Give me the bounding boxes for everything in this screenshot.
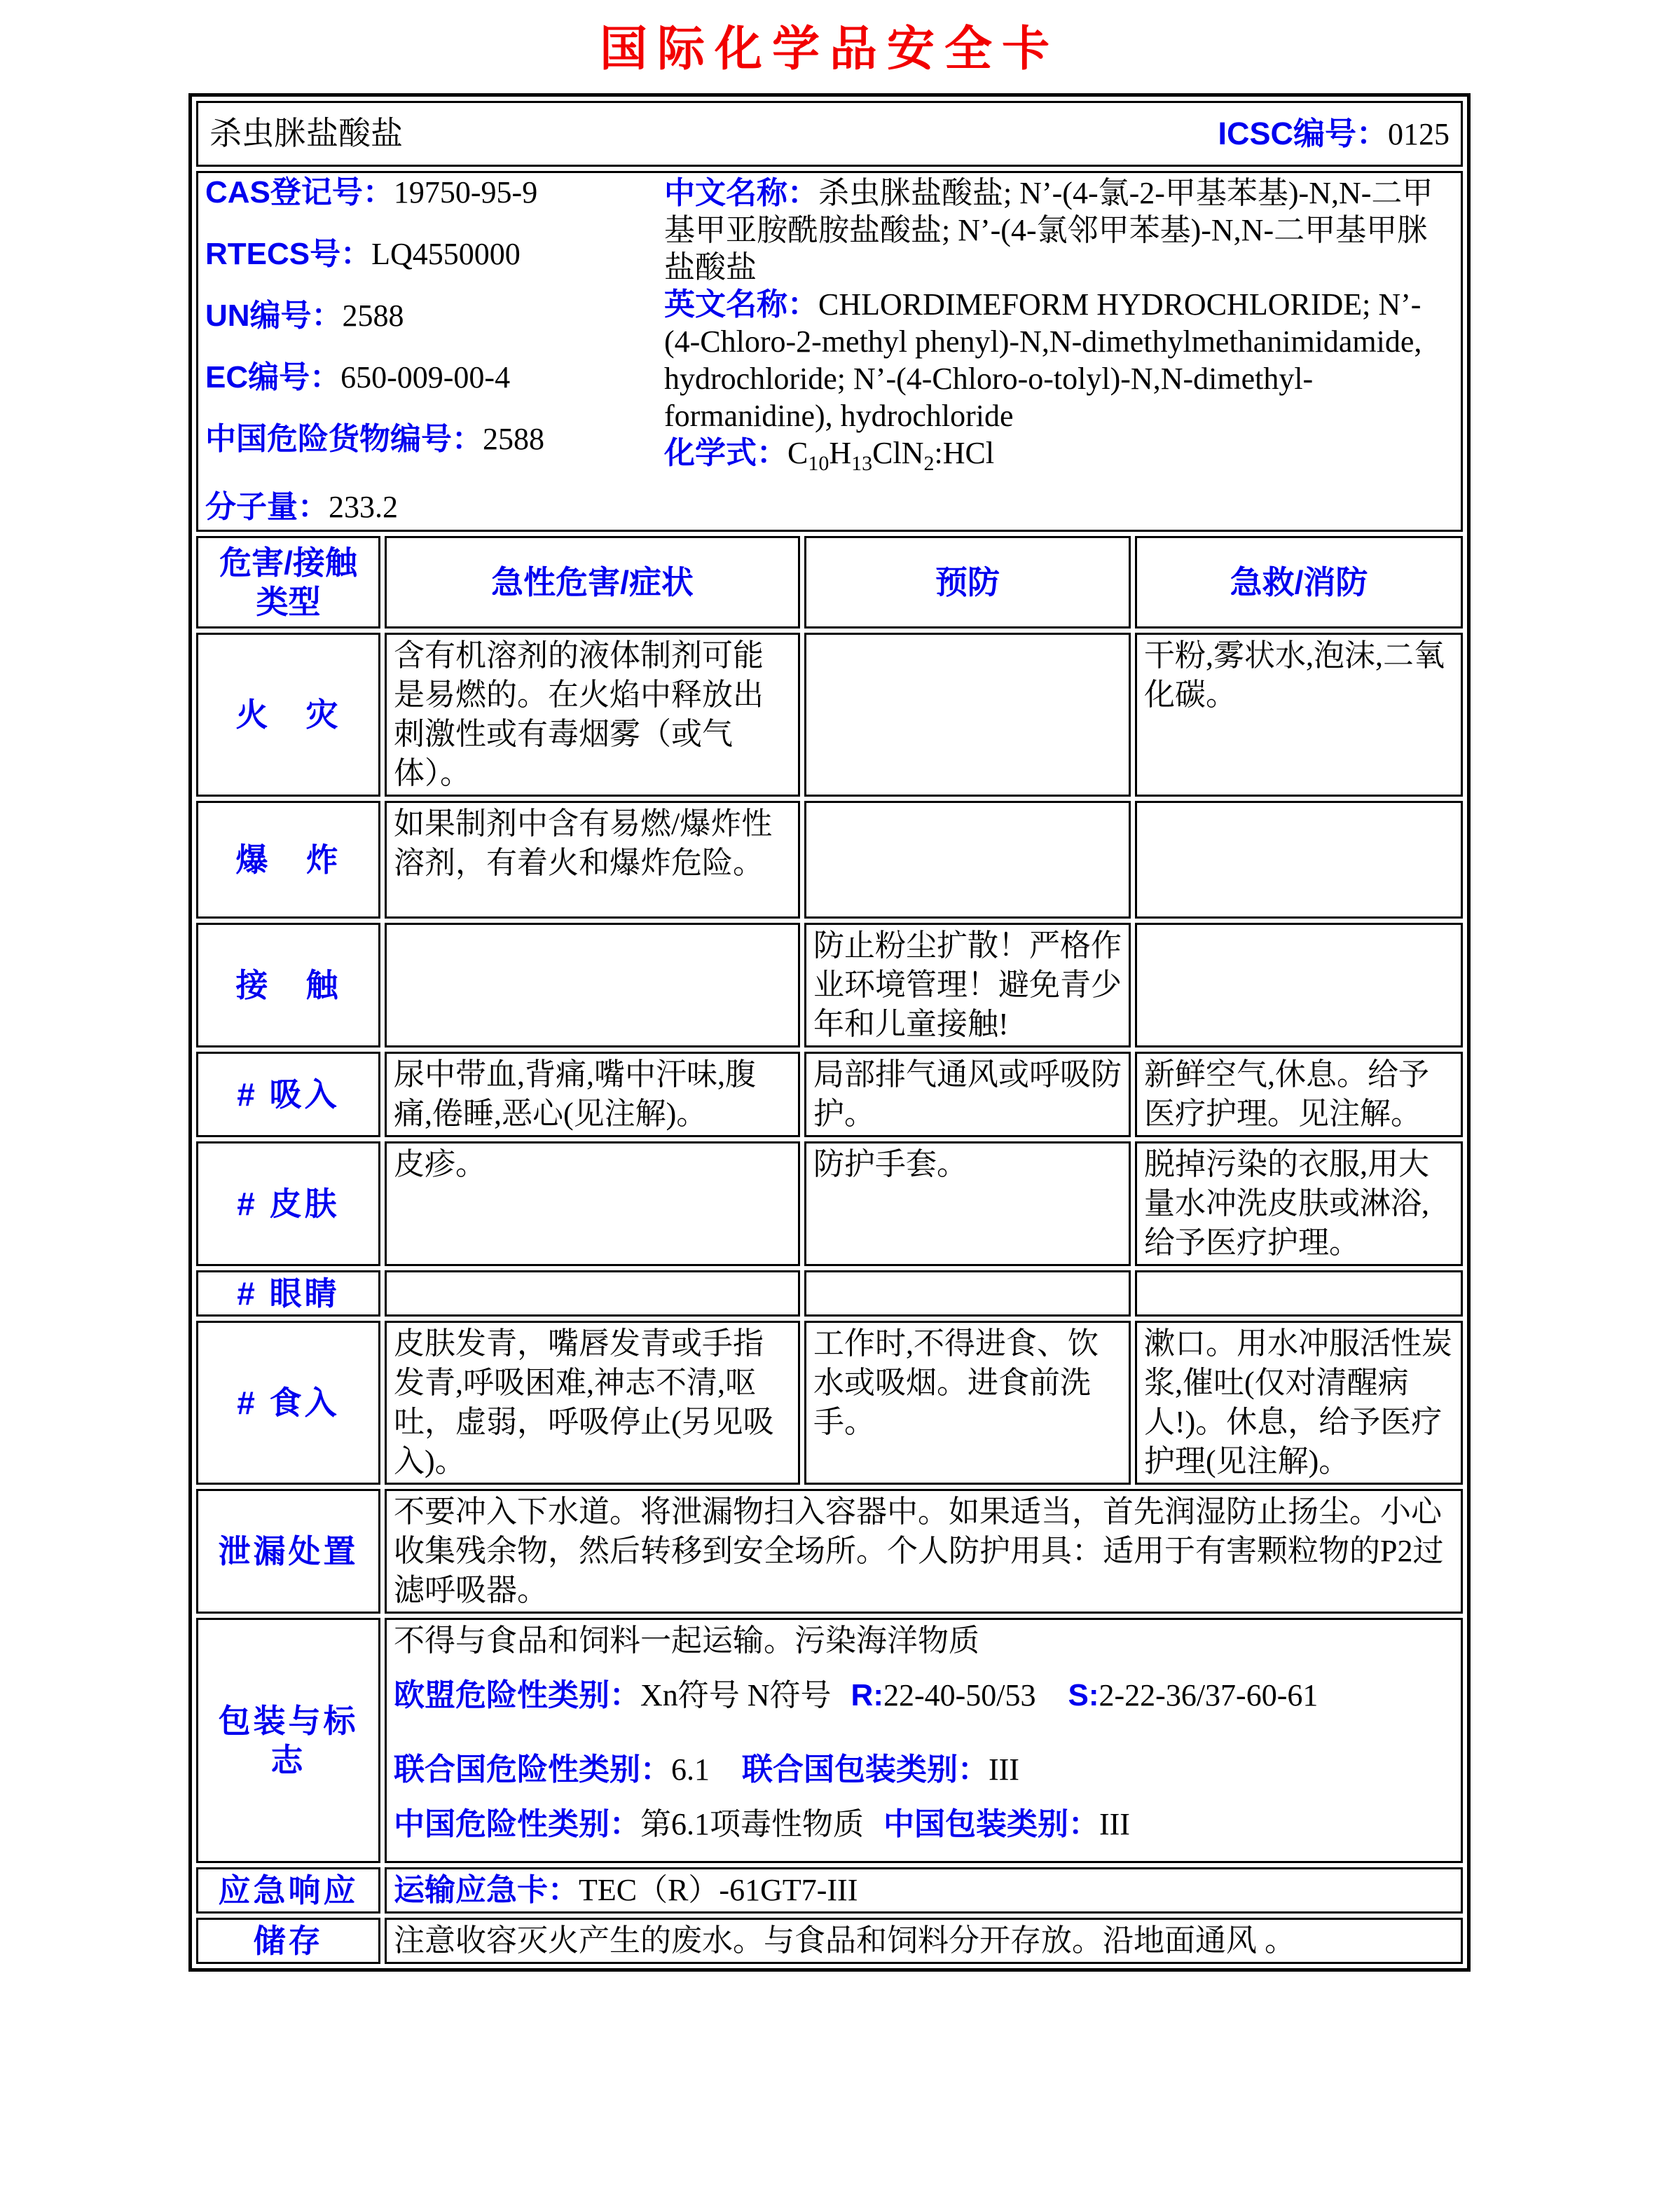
- identifier-list: [205, 174, 664, 528]
- contact-symptoms-cell: [385, 923, 800, 1047]
- skin-first-aid-cell: 脱掉污染的衣服,用大量水冲洗皮肤或淋浴,给予医疗护理。: [1135, 1141, 1463, 1266]
- eu-class-label: 欧盟危险性类别：: [393, 1678, 640, 1712]
- un-label: UN编号：: [205, 298, 343, 333]
- tec-card-label: 运输应急卡：: [393, 1873, 579, 1907]
- contact-first-aid-cell: [1135, 923, 1463, 1047]
- ec-value: 650-009-00-4: [340, 360, 511, 394]
- english-name-value: CHLORDIMEFORM HYDROCHLORIDE; N’-(4-Chloro-2-methyl phenyl)-N,N-dimethylmethanimidamide, hydrochloride; N’-(4-Chloro-o-tolyl)-N,N-dimethyl-formanidine), hydrochloride: [663, 287, 1422, 433]
- china-dg-number-line: [205, 421, 664, 458]
- china-dg-label: 中国危险货物编号：: [205, 422, 483, 456]
- eu-s-value: 2-22-36/37-60-61: [1099, 1678, 1319, 1712]
- fire-first-aid-cell: 干粉,雾状水,泡沫,二氧化碳。: [1135, 633, 1463, 797]
- ec-number-line: [205, 359, 664, 396]
- row-explosion: [196, 801, 1463, 919]
- formula-value: $C_{10}H_{13}ClN_2:HCl$: [787, 436, 995, 475]
- spillage-text-cell: 不要冲入下水道。将泄漏物扫入容器中。如果适当，首先润湿防止扬尘。小心收集残余物，然后转移到安全场所。个人防护用具：适用于有害颗粒物的P2过滤呼吸器。: [385, 1489, 1463, 1614]
- contact-prevention-cell: 防止粉尘扩散！严格作业环境管理！避免青少年和儿童接触!: [804, 923, 1131, 1047]
- tec-card-value: TEC（R）-61GT7-III: [578, 1873, 858, 1907]
- fire-symptoms-cell: 含有机溶剂的液体制剂可能是易燃的。在火焰中释放出刺激性或有毒烟雾（或气体）。: [385, 633, 800, 797]
- packaging-un-line: [394, 1750, 1454, 1789]
- molecular-weight-value: 233.2: [328, 490, 398, 524]
- eyes-prevention-cell: [804, 1270, 1131, 1317]
- row-label-skin: # 皮肤: [196, 1141, 380, 1266]
- rtecs-label: RTECS号：: [205, 237, 372, 271]
- row-eyes: [196, 1270, 1463, 1317]
- row-label-eyes: # 眼睛: [196, 1270, 380, 1317]
- eu-symbols: Xn符号 N符号: [640, 1678, 832, 1712]
- icsc-number: 0125: [1388, 116, 1450, 151]
- hazard-header-row: [196, 536, 1463, 628]
- identification-cell: [196, 171, 1463, 532]
- molecular-weight-line: [205, 489, 664, 525]
- col-header-first-aid: 急救/消防: [1135, 536, 1463, 628]
- cas-label: CAS登记号：: [205, 175, 394, 209]
- explosion-prevention-cell: [804, 801, 1131, 919]
- molecular-weight-label: 分子量：: [205, 490, 329, 524]
- un-pack-label: 联合国包装类别：: [741, 1752, 989, 1787]
- packaging-transport-note: 不得与食品和饲料一起运输。污染海洋物质: [393, 1623, 979, 1658]
- packaging-eu-line: [394, 1676, 1375, 1715]
- row-label-fire: 火 灾: [196, 633, 380, 797]
- english-name-label: 英文名称：: [663, 287, 818, 322]
- eu-r-value: 22-40-50/53: [883, 1678, 1036, 1712]
- packaging-text-cell: [385, 1618, 1463, 1863]
- row-label-emergency: 应急响应: [196, 1867, 380, 1914]
- cas-value: 19750-95-9: [393, 175, 538, 209]
- row-inhalation: [196, 1052, 1463, 1137]
- chinese-name-value: 杀虫脒盐酸盐; N’-(4-氯-2-甲基苯基)-N,N-二甲基甲亚胺酰胺盐酸盐; N’-(4-氯邻甲苯基)-N,N-二甲基甲脒盐酸盐: [663, 176, 1433, 284]
- row-label-ingestion: # 食入: [196, 1321, 380, 1485]
- row-skin: [196, 1141, 1463, 1266]
- un-value: 2588: [342, 298, 404, 333]
- cn-pack-value: III: [1099, 1807, 1130, 1841]
- inhalation-prevention-cell: 局部排气通风或呼吸防护。: [804, 1052, 1131, 1137]
- skin-symptoms-cell: 皮疹。: [385, 1141, 800, 1266]
- row-label-inhalation: # 吸入: [196, 1052, 380, 1137]
- page-title: 国际化学品安全卡: [599, 22, 1059, 76]
- icsc-label: ICSC编号：: [1218, 115, 1388, 151]
- eu-r-label: R:: [851, 1678, 883, 1712]
- card-header-row: [196, 101, 1463, 167]
- row-label-storage: 储存: [196, 1918, 380, 1964]
- un-class-label: 联合国危险性类别：: [393, 1752, 671, 1787]
- cn-class-label: 中国危险性类别：: [393, 1807, 640, 1841]
- ingestion-prevention-cell: 工作时,不得进食、饮水或吸烟。进食前洗手。: [804, 1321, 1131, 1485]
- card-header-cell: [196, 101, 1463, 167]
- un-number-line: [205, 298, 664, 334]
- chinese-name-label: 中文名称：: [663, 176, 818, 210]
- chemical-name: 杀虫脒盐酸盐: [209, 116, 403, 151]
- identification-row: [196, 171, 1463, 532]
- eyes-symptoms-cell: [385, 1270, 800, 1317]
- formula-label: 化学式：: [663, 436, 787, 470]
- row-label-spillage: 泄漏处置: [196, 1489, 380, 1614]
- fire-prevention-cell: [804, 633, 1131, 797]
- explosion-symptoms-cell: 如果制剂中含有易燃/爆炸性溶剂，有着火和爆炸危险。: [385, 801, 800, 919]
- emergency-text-cell: [385, 1867, 1463, 1914]
- col-header-symptoms: 急性危害/症状: [385, 536, 800, 628]
- china-dg-value: 2588: [482, 422, 544, 456]
- packaging-cn-line: [394, 1805, 1454, 1844]
- row-spillage: [196, 1489, 1463, 1614]
- row-emergency: [196, 1867, 1463, 1914]
- ec-label: EC编号：: [205, 360, 341, 394]
- icsc-number-group: [1218, 114, 1450, 154]
- rtecs-value: LQ4550000: [371, 237, 521, 271]
- un-class-value: 6.1: [670, 1752, 710, 1787]
- row-storage: [196, 1918, 1463, 1964]
- row-label-packaging: 包装与标志: [196, 1618, 380, 1863]
- ingestion-first-aid-cell: 漱口。用水冲服活性炭浆,催吐(仅对清醒病人!)。休息，给予医疗护理(见注解)。: [1135, 1321, 1463, 1485]
- cn-pack-label: 中国包装类别：: [883, 1807, 1099, 1841]
- row-label-contact: 接 触: [196, 923, 380, 1047]
- formula-line: [664, 434, 1454, 482]
- icsc-card-table: [188, 93, 1471, 1972]
- cas-number-line: [205, 174, 664, 211]
- col-header-hazard-type: 危害/接触类型: [196, 536, 380, 628]
- explosion-first-aid-cell: [1135, 801, 1463, 919]
- eyes-first-aid-cell: [1135, 1270, 1463, 1317]
- eu-s-label: S:: [1068, 1678, 1099, 1712]
- row-label-explosion: 爆 炸: [196, 801, 380, 919]
- row-fire: [196, 633, 1463, 797]
- names-block: [664, 174, 1454, 528]
- inhalation-symptoms-cell: 尿中带血,背痛,嘴中汗味,腹痛,倦睡,恶心(见注解)。: [385, 1052, 800, 1137]
- col-header-prevention: 预防: [804, 536, 1131, 628]
- rtecs-number-line: [205, 236, 664, 273]
- row-ingestion: [196, 1321, 1463, 1485]
- chinese-name-line: [664, 174, 1454, 286]
- ingestion-symptoms-cell: 皮肤发青，嘴唇发青或手指发青,呼吸困难,神志不清,呕吐，虚弱，呼吸停止(另见吸入)。: [385, 1321, 800, 1485]
- row-packaging: [196, 1618, 1463, 1863]
- un-pack-value: III: [988, 1752, 1019, 1787]
- inhalation-first-aid-cell: 新鲜空气,休息。给予医疗护理。见注解。: [1135, 1052, 1463, 1137]
- cn-class-value: 第6.1项毒性物质: [640, 1807, 864, 1841]
- skin-prevention-cell: 防护手套。: [804, 1141, 1131, 1266]
- storage-text-cell: 注意收容灭火产生的废水。与食品和饲料分开存放。沿地面通风 。: [385, 1918, 1463, 1964]
- english-name-line: [664, 286, 1454, 434]
- row-contact: [196, 923, 1463, 1047]
